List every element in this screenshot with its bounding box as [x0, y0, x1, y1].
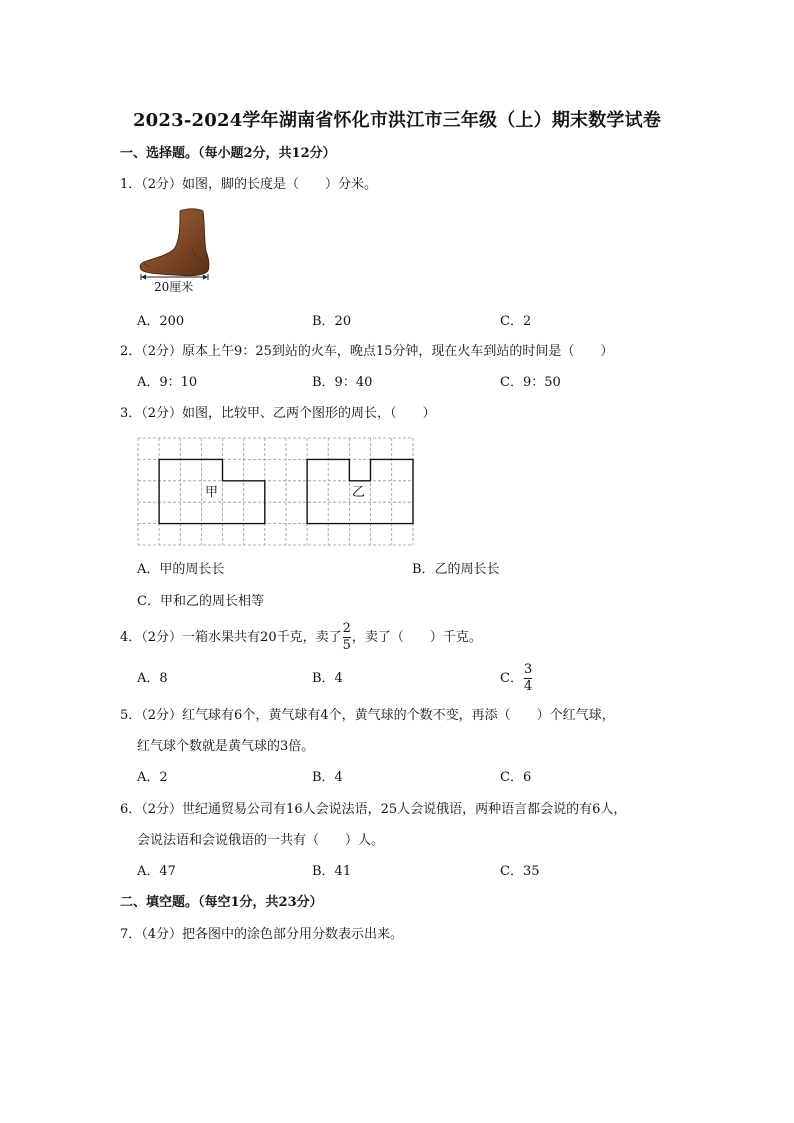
question-6-line-1: 6．（2分）世纪通贸易公司有16人会说法语，25人会说俄语，两种语言都会说的有6人，: [120, 802, 627, 817]
question-6-line-2: 会说法语和会说俄语的一共有（ ）人。: [137, 833, 385, 848]
shape-yi-label: 乙: [352, 485, 366, 500]
question-4-fraction-numerator: 2: [342, 621, 351, 636]
question-2-text: 2．（2分）原本上午9：25到站的火车，晚点15分钟，现在火车到站的时间是（ ）: [120, 344, 614, 359]
question-2-option-a: A．9：10: [137, 375, 198, 390]
question-5-option-c: C．6: [500, 770, 532, 785]
question-4-text: [120, 620, 482, 656]
question-4-option-a: A．8: [137, 671, 168, 686]
question-5-option-a: A．2: [137, 770, 168, 785]
question-7-text: 7．（4分）把各图中的涂色部分用分数表示出来。: [120, 927, 404, 942]
question-6-option-c: C．35: [500, 864, 540, 879]
question-4-option-c-numerator: 3: [523, 662, 533, 677]
question-5-option-b: B．4: [312, 770, 343, 785]
question-4-option-c-denominator: 4: [523, 679, 533, 694]
question-3-text: 3．（2分）如图，比较甲、乙两个图形的周长，（ ）: [120, 406, 436, 421]
question-4-option-c-fraction: [524, 663, 532, 694]
question-2-option-c: C．9：50: [500, 375, 561, 390]
shape-jia-label: 甲: [205, 485, 219, 500]
question-4-option-b: B．4: [312, 671, 343, 686]
question-3-option-b: B．乙的周长长: [412, 562, 500, 577]
question-4-fraction-denominator: 5: [342, 638, 351, 653]
page-title: 2023-2024学年湖南省怀化市洪江市三年级（上）期末数学试卷: [132, 110, 662, 131]
question-1-option-c: C．2: [500, 314, 532, 329]
question-4-text-before: 4．（2分）一箱水果共有20千克，卖了: [120, 630, 342, 645]
question-1-option-a: A．200: [137, 314, 185, 329]
question-2-option-b: B．9：40: [312, 375, 373, 390]
section-fill-heading: 二、填空题。（每空1分，共23分）: [120, 895, 323, 910]
question-5-line-1: 5．（2分）红气球有6个，黄气球有4个，黄气球的个数不变，再添（ ）个红气球，: [120, 708, 615, 723]
perimeter-grid-figure: [137, 437, 414, 546]
question-4-option-c: [500, 661, 533, 697]
question-4-text-after: ，卖了（ ）千克。: [351, 630, 482, 645]
section-choice-heading: 一、选择题。（每小题2分，共12分）: [120, 146, 336, 161]
question-1-text: 1．（2分）如图，脚的长度是（ ）分米。: [120, 177, 378, 192]
question-6-option-b: B．41: [312, 864, 352, 879]
question-1-option-b: B．20: [312, 314, 352, 329]
question-3-option-c: C．甲和乙的周长相等: [137, 594, 264, 609]
question-4-option-c-prefix: C．: [500, 671, 523, 686]
question-6-option-a: A．47: [137, 864, 176, 879]
question-3-option-a: A．甲的周长长: [137, 562, 225, 577]
question-4-fraction: [343, 622, 351, 653]
question-5-line-2: 红气球个数就是黄气球的3倍。: [137, 739, 315, 754]
foot-length-label: 20厘米: [154, 280, 194, 294]
